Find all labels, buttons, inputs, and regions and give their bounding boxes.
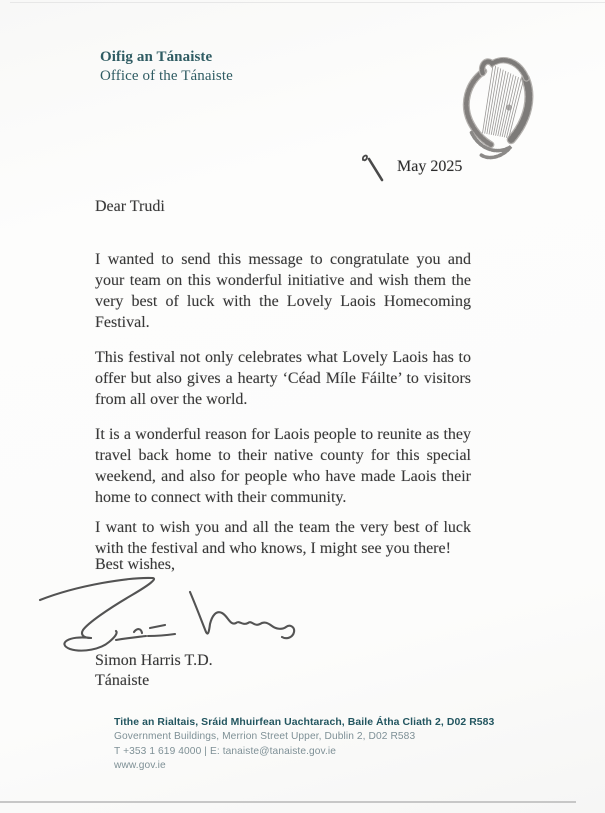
- closing-line: Best wishes,: [95, 556, 175, 573]
- scan-edge-top: [10, 2, 605, 3]
- body-paragraph: I want to wish you and all the team the very best of luck with the festival and who knows, I might see you there!: [95, 519, 471, 557]
- footer-website: www.gov.ie: [114, 759, 166, 771]
- footer-address-english: Government Buildings, Merrion Street Upper, Dublin 2, D02 R583: [114, 731, 416, 743]
- salutation: Dear Trudi: [95, 198, 165, 215]
- body-paragraph: This festival not only celebrates what Lovely Laois has to offer but also gives a hearty ‘Céad Míle Fáilte’ to visitors from all over the world.: [95, 349, 471, 408]
- irish-harp-icon: [448, 42, 550, 169]
- footer-address-irish: Tithe an Rialtais, Sráid Mhuirfean Uachtarach, Baile Átha Cliath 2, D02 R583: [114, 717, 495, 728]
- letter-date: May 2025: [397, 158, 463, 175]
- footer-contact-block: [114, 716, 494, 773]
- body-paragraph: It is a wonderful reason for Laois people to reunite as they travel back home to their native county for this special weekend, and also for people who have made Laois their home to connect with their community.: [95, 426, 471, 506]
- letterhead: [100, 48, 233, 86]
- office-title-irish: Oifig an Tánaiste: [100, 49, 213, 65]
- office-title-english: Office of the Tánaiste: [100, 68, 233, 84]
- footer-phone-email: T +353 1 619 4000 | E: tanaiste@tanaiste.gov.ie: [114, 745, 337, 757]
- scan-edge-bottom: [0, 801, 576, 803]
- body-paragraph: I wanted to send this message to congratulate you and your team on this wonderful initiative and wish them the very best of luck with the Lovely Laois Homecoming Festival.: [95, 251, 471, 331]
- signature-icon: [38, 572, 300, 660]
- signer-name: Simon Harris T.D.: [95, 652, 213, 669]
- handwritten-day-mark-icon: [359, 152, 385, 182]
- signature-block: [95, 651, 213, 691]
- signer-title: Tánaiste: [95, 672, 150, 689]
